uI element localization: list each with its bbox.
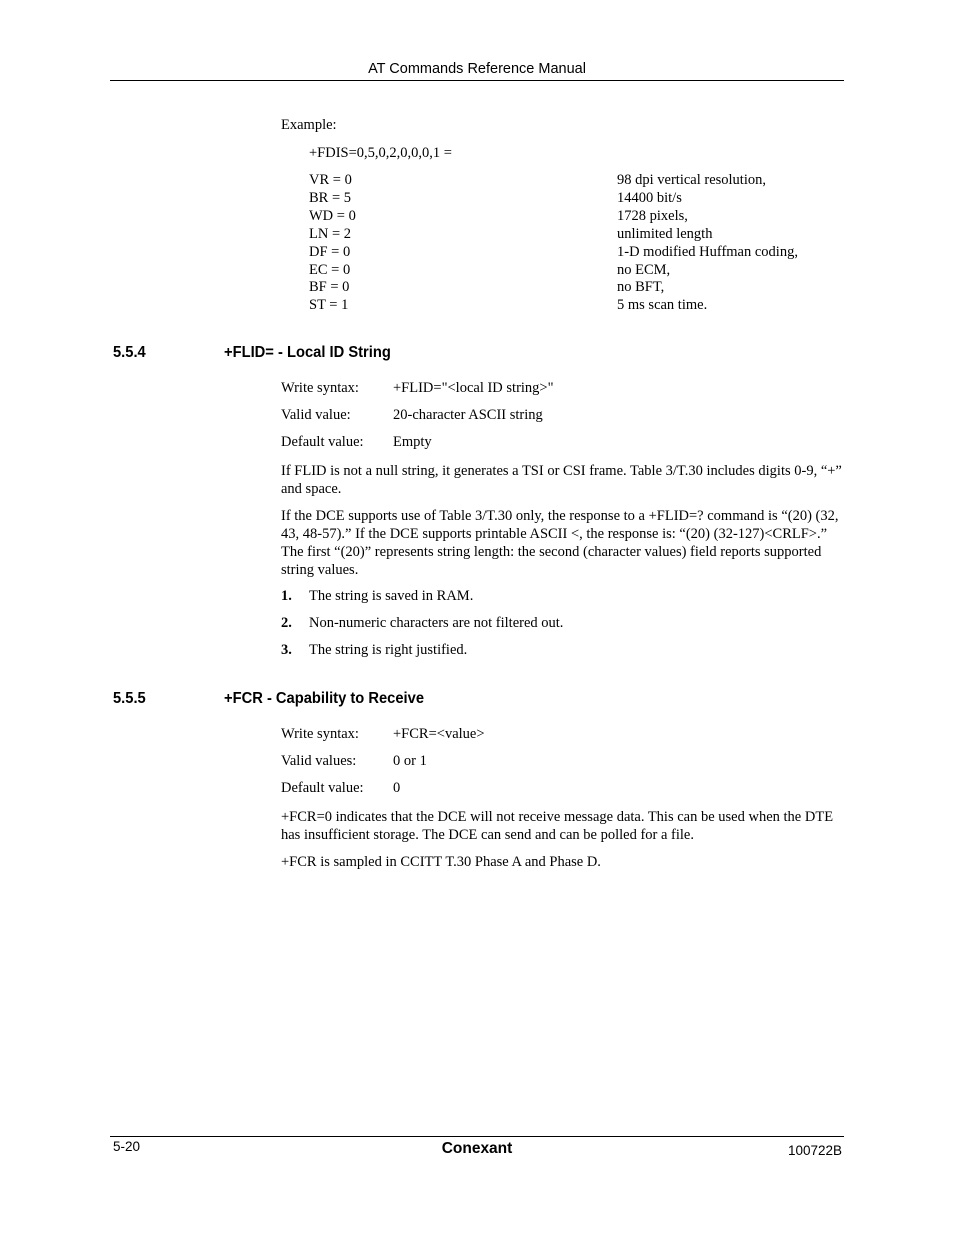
param-desc: 98 dpi vertical resolution, [617, 172, 766, 188]
header-rule [110, 80, 844, 81]
param-name: VR = 0 [309, 172, 352, 188]
company-name: Conexant [441, 1140, 513, 1157]
field-label: Valid value: [281, 407, 351, 423]
paragraph: If FLID is not a null string, it generates a TSI or CSI frame. Table 3/T.30 includes digits 0-9, “+” and space. [281, 463, 842, 497]
page-number: 5-20 [113, 1139, 141, 1154]
param-desc: 14400 bit/s [617, 190, 682, 206]
field-value: Empty [393, 434, 432, 450]
field-value: +FLID="<local ID string>" [393, 380, 554, 396]
param-name: ST = 1 [309, 297, 349, 313]
list-number: 3. [281, 642, 292, 658]
param-name: BF = 0 [309, 279, 350, 295]
field-value: 0 [393, 780, 401, 796]
field-label: Write syntax: [281, 726, 359, 742]
example-label: Example: [281, 117, 337, 133]
param-desc: 1728 pixels, [617, 208, 688, 224]
field-value: +FCR=<value> [393, 726, 485, 742]
example-command: +FDIS=0,5,0,2,0,0,0,1 = [309, 145, 452, 161]
field-value: 0 or 1 [393, 753, 427, 769]
list-number: 1. [281, 588, 292, 604]
section-number: 5.5.4 [113, 344, 146, 361]
field-label: Default value: [281, 434, 364, 450]
param-name: EC = 0 [309, 262, 351, 278]
param-desc: no BFT, [617, 279, 665, 295]
list-item: The string is saved in RAM. [309, 588, 474, 604]
header-title: AT Commands Reference Manual [368, 61, 586, 77]
field-value: 20-character ASCII string [393, 407, 543, 423]
list-number: 2. [281, 615, 292, 631]
paragraph: +FCR is sampled in CCITT T.30 Phase A and Phase D. [281, 854, 601, 870]
param-desc: unlimited length [617, 226, 713, 242]
list-item: Non-numeric characters are not filtered out. [309, 615, 564, 631]
field-label: Default value: [281, 780, 364, 796]
param-name: LN = 2 [309, 226, 352, 242]
list-item: The string is right justified. [309, 642, 468, 658]
section-number: 5.5.5 [113, 690, 146, 707]
section-title: +FCR - Capability to Receive [224, 690, 424, 707]
field-label: Write syntax: [281, 380, 359, 396]
paragraph: +FCR=0 indicates that the DCE will not receive message data. This can be used when the DTE has insufficient storage. The DCE can send and can be polled for a file. [281, 809, 834, 843]
document-number: 100722B [787, 1143, 842, 1158]
param-desc: 5 ms scan time. [617, 297, 708, 313]
param-name: WD = 0 [309, 208, 356, 224]
field-label: Valid values: [281, 753, 357, 769]
footer-rule [110, 1136, 844, 1137]
param-name: BR = 5 [309, 190, 352, 206]
param-desc: 1-D modified Huffman coding, [617, 244, 798, 260]
section-title: +FLID= - Local ID String [224, 344, 391, 361]
param-name: DF = 0 [309, 244, 351, 260]
param-desc: no ECM, [617, 262, 671, 278]
paragraph: If the DCE supports use of Table 3/T.30 only, the response to a +FLID=? command is “(20) (32, 43, 48-57).” If the DCE supports printable ASCII <, the response is: “(20) (32-127)<CRLF>.” The first “(20)” represents string length: the second (character values) field reports supported string values. [281, 508, 839, 578]
